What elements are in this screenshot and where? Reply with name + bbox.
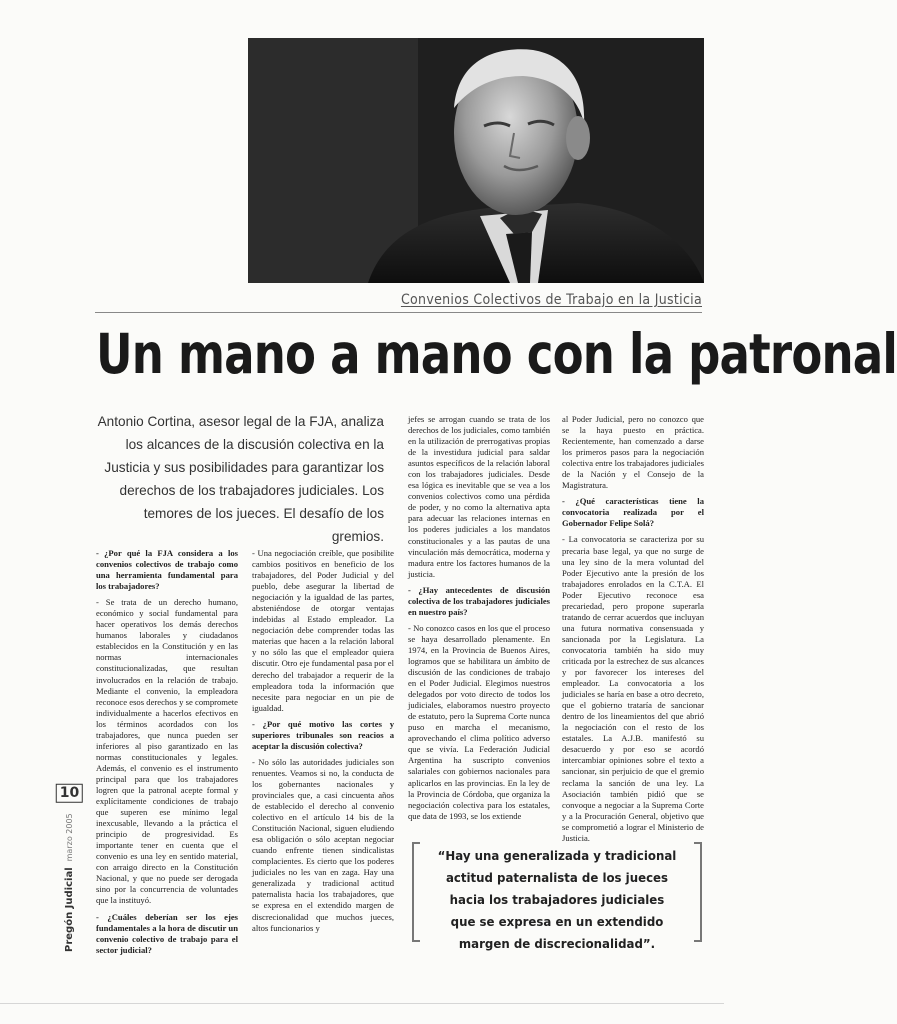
answer: - No conozco casos en los que el proceso se haya desarrollado plenamente. En 1974, en la Provincia de Buenos Aires, logramos que se habilitara un ámbito de discusión de las condiciones de trabajo en el Poder Judicial. Elegimos nuestros delegados por voto directo de todos los judiciales, elaboramos nuestro proyecto de estatuto, pero la Suprema Corte nunca puso en marcha el mecanismo, aprovechando el clima político adverso que se vivía. La Federación Judicial Argentina ha suscripto convenios salariales con gobiernos nacionales para aplicarlos en las provincias. En la ley de la Provincia de Córdoba, que organiza la negociación colectiva para los estatales, que data de 1993, se los extiende: [408, 622, 550, 821]
question: - ¿Qué características tiene la convocatoria realizada por el Gobernador Felipe Solá?: [562, 496, 704, 529]
portrait-photo: [248, 38, 704, 283]
text-column-1: [96, 548, 238, 961]
magazine-name: Pregón Judicial: [64, 867, 75, 952]
answer: al Poder Judicial, pero no conozco que se la haya puesto en práctica. Recientemente, han comenzado a darse los primeros pasos para la negociación colectiva entre los trabajadores judiciales de la Nación y el Consejo de la Magistratura.: [562, 414, 704, 491]
issue-date: marzo 2005: [65, 813, 74, 862]
answer: - No sólo las autoridades judiciales son renuentes. Veamos si no, la conducta de los gobernantes nacionales y provinciales que, a casi cincuenta años de establecido el derecho al convenio colectivo en el artículo 14 bis de la Constitución Nacional, siguen eludiendo esa obligación o sólo aceptan negociar cuando enfrente tienen sindicalistas complacientes. Es cierto que los poderes judiciales no les van en zaga. Hay una generalizada y tradicional actitud paternalista hacia los trabajadores, que se expresa en el extendido margen de discrecionalidad que muchos jueces, altos funcionarios y: [252, 756, 394, 933]
deck-summary: Antonio Cortina, asesor legal de la FJA, analiza los alcances de la discusión colectiva en la Justicia y sus posibilidades para garantizar los derechos de los trabajadores judiciales. Los temores de los jueces. El desafío de los gremios.: [97, 414, 384, 544]
question: - ¿Por qué motivo las cortes y superiores tribunales son reacios a aceptar la discusión colectiva?: [252, 718, 394, 751]
answer: - La convocatoria se caracteriza por su precaria base legal, ya que no surge de una ley sino de la mera voluntad del Poder Ejecutivo ante la presión de los trabajadores enrolados en la C.T.A. El Poder Ejecutivo reconoce esa precariedad, pero propone superarla tratando de cerrar acuerdos que incluyan una futura normativa consensuada y sancionada por la Legislatura. La convocatoria también ha sido muy criticada por la estrechez de sus alcances y por favorecer los intereses del empleador. La convocatoria a los judiciales se haría en base a otro decreto, que el gobierno trataría de sancionar dentro de los lineamientos del que abrió la negociación con el resto de los estatales. La A.J.B. manifestó su desacuerdo y por eso se acordó intercambiar opiniones sobre el texto a sancionar, sin perjuicio de que el gremio reclama la sanción de una ley. La Asociación también pidió que se convoque a negociar a la Suprema Corte y a la Procuración General, objetivo que se comprometió a lograr el Ministerio de Justicia.: [562, 534, 704, 843]
page-bottom-edge: [0, 1003, 724, 1004]
pull-quote-text: “Hay una generalizada y tradicional actitud paternalista de los jueces hacia los trabajadores judiciales que se expresa en un extendido margen de discrecionalidad”.: [437, 849, 677, 952]
section-label: Convenios Colectivos de Trabajo en la Justicia: [400, 292, 702, 308]
text-column-4: [562, 414, 704, 849]
section-divider: [95, 312, 702, 313]
answer: - Se trata de un derecho humano, económico y social fundamental para hacer operativos los demás derechos humanos laborales y ciudadanos establecidos en la Constitución y en las normas internacionales constitucionalizadas, que resultan involucrados en la relación de trabajo. Mediante el convenio, la empleadora reconoce esos derechos y se compromete individualmente a hacerlos efectivos en los términos acordados con los trabajadores, que nunca pueden ser inferiores al piso garantizado en las normas constitucionales y legales. Además, el convenio es el instrumento principal para que los trabajadores logren que la patronal acepte formal y explícitamente condiciones de trabajo que superen ese mínimo legal inexcusable, llevando a la práctica el principio de progresividad. Es importante tener en cuenta que el convenio es una ley en sentido material, con arraigo directo en la Constitución Nacional, y que no puede ser derogada sino por la concurrencia de voluntades que la instituyó.: [96, 597, 238, 906]
question: - ¿Hay antecedentes de discusión colectiva de los trabajadores judiciales en nuestro país?: [408, 584, 550, 617]
headline: Un mano a mano con la patronal: [96, 322, 897, 386]
text-column-2: [252, 548, 394, 939]
portrait-illustration: [248, 38, 704, 283]
page-folio: [60, 780, 79, 952]
page-number: 10: [56, 784, 83, 803]
pull-quote: [412, 842, 702, 952]
question: - ¿Por qué la FJA considera a los convenios colectivos de trabajo como una herramienta fundamental para los trabajadores?: [96, 548, 238, 592]
answer: - Una negociación creíble, que posibilite cambios positivos en beneficio de los trabajadores, del Poder Judicial y del pueblo, debe asegurar la libertad de negociación y la igualdad de las partes, absteniéndose de otorgar ventajas indebidas al Estado empleador. La negociación debe comprender todas las materias que hacen a la relación laboral y no sólo las que el empleador quiera discutir. Otro eje fundamental pasa por el derecho del trabajador a requerir de la empleadora toda la información que necesite para negociar en un pie de igualdad.: [252, 548, 394, 713]
answer: jefes se arrogan cuando se trata de los derechos de los judiciales, como también en la utilización de prerrogativas propias de la investidura judicial para saldar asuntos específicos de la relación laboral con los trabajadores judiciales. Desde esa lógica es inevitable que se vea a los convenios colectivos como una pérdida de poder, y no como la alternativa apta para adecuar las relaciones internas en los poderes judiciales a los mandatos constitucionales y a las pautas de una vinculación más democrática, moderna y madura entre los factores humanos de la justicia.: [408, 414, 550, 579]
text-column-3: [408, 414, 550, 827]
question: - ¿Cuáles deberían ser los ejes fundamentales a la hora de discutir un convenio colectivo de trabajo para el sector judicial?: [96, 911, 238, 955]
